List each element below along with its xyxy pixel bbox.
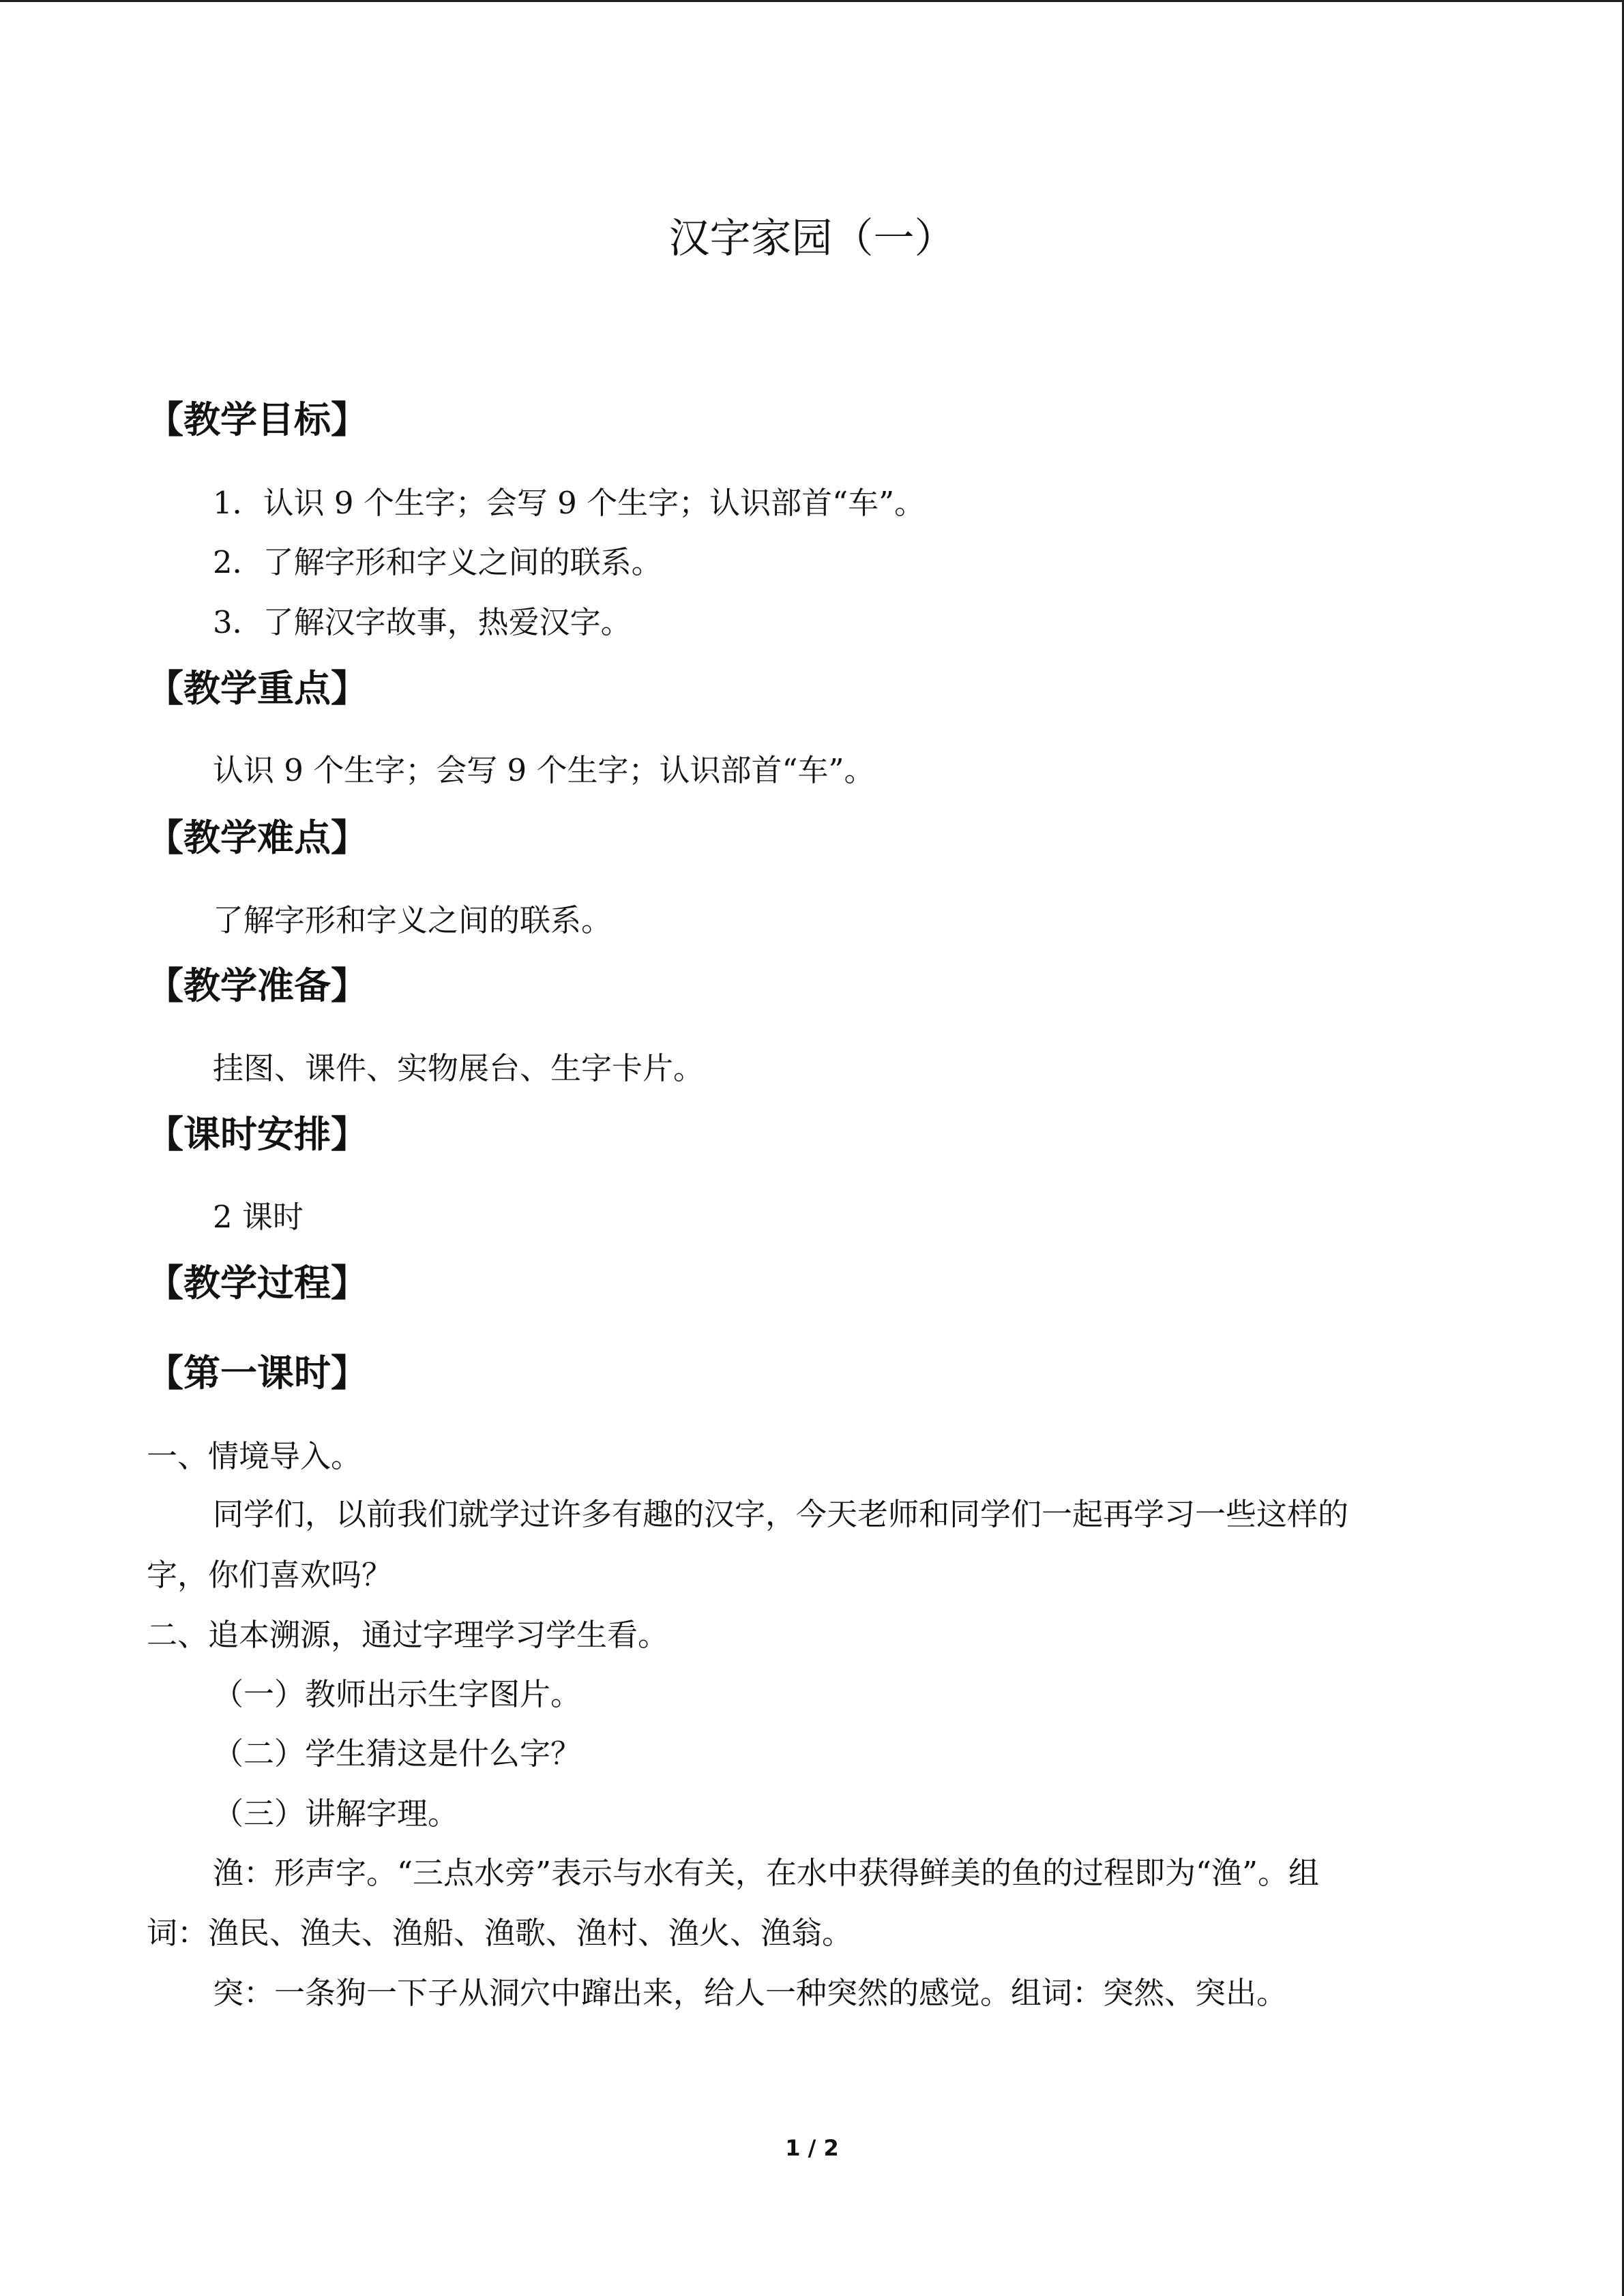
goal-item-1: 1．认识 9 个生字；会写 9 个生字；认识部首“车”。 xyxy=(213,485,926,521)
step-1-paragraph-line-2: 字，你们喜欢吗？ xyxy=(147,1557,393,1593)
goal-item-2: 2．了解字形和字义之间的联系。 xyxy=(213,544,662,580)
character-yu-line-1: 渔：形声字。“三点水旁”表示与水有关，在水中获得鲜美的鱼的过程即为“渔”。组 xyxy=(213,1855,1320,1891)
sub-item-3: （三）讲解字理。 xyxy=(213,1795,459,1832)
heading-difficulties: 【教学难点】 xyxy=(147,816,368,859)
step-2-title: 二、追本溯源，通过字理学习学生看。 xyxy=(147,1617,669,1653)
heading-preparation: 【教学准备】 xyxy=(147,964,368,1007)
page-number: 1 / 2 xyxy=(785,2135,839,2161)
preparation-text: 挂图、课件、实物展台、生字卡片。 xyxy=(213,1050,705,1086)
sub-item-2: （二）学生猜这是什么字？ xyxy=(213,1735,582,1772)
heading-process: 【教学过程】 xyxy=(147,1262,368,1304)
step-1-title: 一、情境导入。 xyxy=(147,1438,362,1474)
schedule-text: 2 课时 xyxy=(213,1199,304,1235)
character-tu-line: 突：一条狗一下子从洞穴中蹿出来，给人一种突然的感觉。组词：突然、突出。 xyxy=(213,1975,1288,2011)
document-title: 汉字家园（一） xyxy=(668,215,956,263)
heading-teaching-goals: 【教学目标】 xyxy=(147,398,368,441)
heading-lesson-1: 【第一课时】 xyxy=(147,1352,368,1395)
page-border-top xyxy=(0,0,1624,2)
sub-item-1: （一）教师出示生字图片。 xyxy=(213,1676,582,1712)
goal-item-3: 3．了解汉字故事，热爱汉字。 xyxy=(213,604,632,640)
difficulties-text: 了解字形和字义之间的联系。 xyxy=(213,902,612,938)
character-yu-line-2: 词：渔民、渔夫、渔船、渔歌、渔村、渔火、渔翁。 xyxy=(147,1915,853,1951)
step-1-paragraph-line-1: 同学们，以前我们就学过许多有趣的汉字，今天老师和同学们一起再学习一些这样的 xyxy=(213,1496,1349,1532)
key-points-text: 认识 9 个生字；会写 9 个生字；认识部首“车”。 xyxy=(213,752,875,788)
heading-schedule: 【课时安排】 xyxy=(147,1113,368,1156)
heading-key-points: 【教学重点】 xyxy=(147,667,368,710)
